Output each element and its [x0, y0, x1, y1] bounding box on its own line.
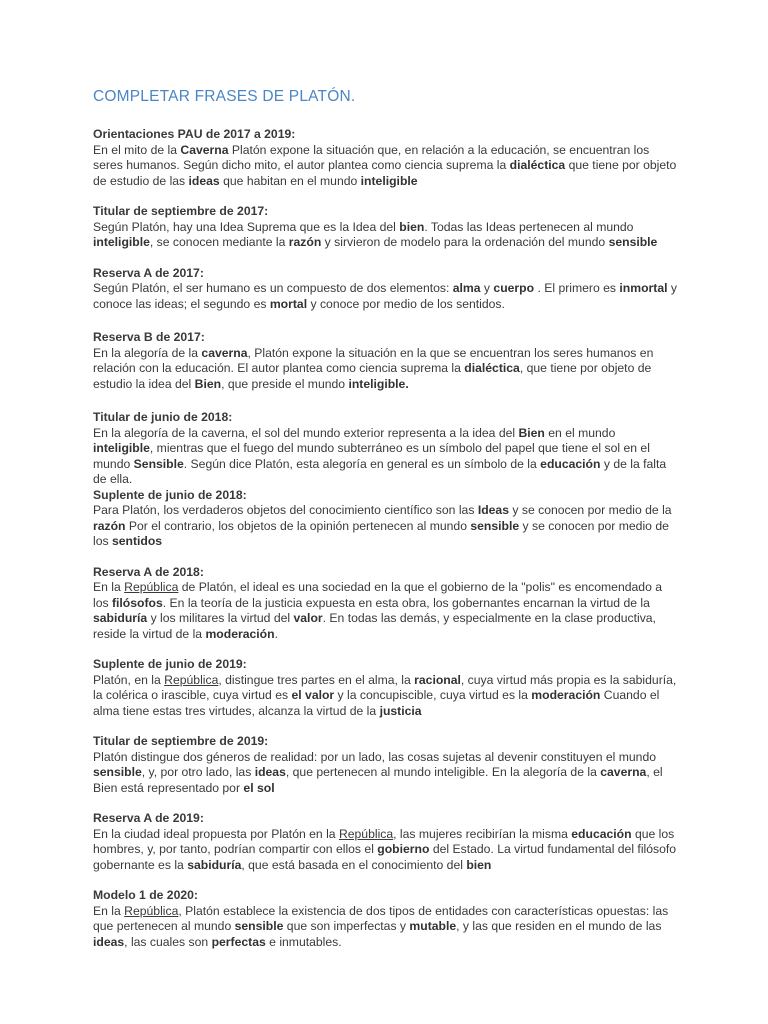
- section-heading: Suplente de junio de 2019:: [93, 657, 247, 671]
- answer-term: Caverna: [180, 142, 229, 157]
- body-text: y la concupiscible, cuya virtud es la: [334, 688, 532, 702]
- section-heading: Reserva A de 2018:: [93, 564, 204, 579]
- body-text: Por el contrario, los objetos de la opinión pertenecen al mundo: [125, 518, 471, 533]
- section-heading: Reserva A de 2017:: [93, 265, 204, 280]
- answer-term: caverna: [201, 345, 248, 360]
- body-text: . En la teoría de la justicia expuesta en esta obra, los gobernantes encarnan la virtud de la: [162, 595, 650, 610]
- section-body: [93, 904, 678, 951]
- section-body: [93, 673, 678, 720]
- body-text: que son imperfectas y: [283, 919, 410, 933]
- answer-term: filósofos: [111, 595, 163, 610]
- answer-term: moderación: [531, 688, 601, 702]
- book-title: República: [124, 580, 179, 594]
- body-text: que habitan en el mundo: [219, 173, 361, 188]
- body-text: , las cuales son: [124, 934, 212, 949]
- section-body: [93, 143, 678, 190]
- section-heading: Modelo 1 de 2020:: [93, 888, 198, 902]
- body-text: En el mito de la: [93, 142, 181, 157]
- answer-term: justicia: [379, 703, 422, 718]
- answer-term: gobierno: [377, 842, 430, 856]
- body-text: , mientras que el fuego del mundo subterráneo es un símbolo del papel que tiene el sol en el mundo: [93, 441, 650, 471]
- exam-section: [93, 330, 678, 392]
- body-text: y sirvieron de modelo para la ordenación del mundo: [321, 235, 609, 249]
- body-text: . El primero es: [534, 281, 620, 295]
- body-text: de Platón, el ideal es una sociedad en la que el gobierno de la "polis" es encomendado a los: [93, 580, 663, 610]
- exam-section: [93, 888, 678, 950]
- body-text: , distingue tres partes en el alma, la: [218, 672, 415, 687]
- section-body: [93, 346, 678, 393]
- answer-term: mutable: [409, 919, 457, 933]
- body-text: , que está basada en el conocimiento del: [241, 857, 467, 872]
- exam-section: [93, 127, 678, 189]
- answer-term: moderación: [205, 626, 275, 641]
- section-body: [93, 827, 678, 874]
- answer-term: el sol: [243, 780, 275, 795]
- body-text: , Platón expone la situación en la que se encuentran los seres humanos en relación con la educación. El autor plantea como ciencia suprema la: [93, 345, 654, 375]
- book-title: República: [338, 826, 394, 841]
- answer-term: cuerpo: [493, 281, 535, 295]
- answer-term: inteligible.: [348, 376, 409, 391]
- answer-term: sensible: [93, 765, 142, 779]
- body-text: Platón distingue dos géneros de realidad: por un lado, las cosas sujetas al devenir constituyen el mundo: [93, 749, 657, 764]
- answer-term: sabiduría: [93, 611, 148, 625]
- answer-term: sensible: [608, 235, 658, 249]
- body-text: y los militares la virtud del: [147, 611, 294, 625]
- answer-term: inteligible: [93, 235, 150, 249]
- section-body: [93, 503, 678, 550]
- answer-term: razón: [288, 235, 322, 249]
- section-heading: Reserva B de 2017:: [93, 330, 205, 344]
- body-text: , las mujeres recibirían la misma: [393, 826, 572, 841]
- body-text: y: [480, 281, 494, 295]
- body-text: Para Platón, los verdaderos objetos del conocimiento científico son las: [93, 503, 478, 517]
- answer-term: racional: [414, 672, 461, 687]
- book-title: República: [164, 672, 219, 687]
- section-heading: Reserva A de 2019:: [93, 811, 204, 825]
- body-text: , Platón establece la existencia de dos tipos de entidades con características opuestas: las que pertenecen al mundo: [93, 903, 669, 933]
- body-text: que los hombres, y, por tanto, podrían compartir con ellos el: [93, 826, 675, 856]
- answer-term: sabiduría: [187, 857, 242, 872]
- body-text: y se conocen por medio de la: [508, 503, 672, 517]
- exam-section: [93, 811, 678, 873]
- body-text: Platón, en la: [93, 672, 165, 687]
- answer-term: ideas: [188, 173, 220, 188]
- section-body: [93, 220, 678, 251]
- section-body: [93, 580, 678, 642]
- section-heading: Suplente de junio de 2018:: [93, 487, 247, 502]
- sections-container: [93, 127, 678, 950]
- body-text: Cuando el alma tiene estas tres virtudes, alcanza la virtud de la: [93, 688, 660, 718]
- body-text: Según Platón, hay una Idea Suprema que es la Idea del: [93, 219, 400, 234]
- body-text: , cuya virtud más propia es la sabiduría, la colérica o irascible, cuya virtud es: [93, 672, 677, 702]
- body-text: y de la falta de ella.: [93, 456, 667, 486]
- body-text: , se conocen mediante la: [149, 235, 289, 249]
- answer-term: Bien: [518, 425, 545, 440]
- answer-term: ideas: [254, 765, 286, 779]
- answer-term: dialéctica: [464, 361, 520, 375]
- body-text: . Todas las Ideas pertenecen al mundo: [424, 219, 634, 234]
- body-text: y se conocen por medio de los: [93, 518, 669, 548]
- body-text: , y, por otro lado, las: [141, 765, 255, 779]
- answer-term: alma: [452, 281, 481, 295]
- book-title: República: [124, 903, 179, 918]
- answer-term: Bien: [194, 376, 222, 391]
- body-text: Platón expone la situación que, en relación a la educación, se encuentran los seres humanos. Según dicho mito, el autor plantea como ciencia suprema la: [93, 142, 650, 172]
- body-text: e inmutables.: [265, 934, 342, 949]
- document-page: [93, 88, 678, 965]
- body-text: , que pertenecen al mundo inteligible. En la alegoría de la: [285, 765, 601, 779]
- section-body: [93, 750, 678, 797]
- section-body: [93, 426, 678, 488]
- answer-term: bien: [466, 857, 492, 872]
- page-title: COMPLETAR FRASES DE PLATÓN.: [93, 88, 356, 105]
- exam-section: [93, 565, 678, 643]
- body-text: del Estado. La virtud fundamental del filósofo gobernante es la: [93, 842, 677, 872]
- exam-section: [93, 734, 678, 796]
- exam-section: [93, 657, 678, 719]
- body-text: En la alegoría de la caverna, el sol del mundo exterior representa a la idea del: [93, 425, 519, 440]
- body-text: Según Platón, el ser humano es un compuesto de dos elementos:: [93, 281, 453, 295]
- answer-term: ideas: [93, 934, 125, 949]
- body-text: y conoce las ideas; el segundo es: [93, 281, 677, 311]
- body-text: . Según dice Platón, esta alegoría en general es un símbolo de la: [183, 456, 541, 471]
- body-text: , y las que residen en el mundo de las: [456, 919, 662, 933]
- answer-term: dialéctica: [509, 158, 566, 172]
- answer-term: Sensible: [133, 456, 184, 471]
- answer-term: el valor: [291, 688, 335, 702]
- body-text: .: [274, 626, 278, 641]
- body-text: , el Bien está representado por: [93, 765, 663, 795]
- answer-term: sensible: [470, 518, 520, 533]
- body-text: que tiene por objeto de estudio de las: [93, 158, 677, 188]
- body-text: . En todas las demás, y especialmente en la clase productiva, reside la virtud de la: [93, 611, 656, 641]
- body-text: y conoce por medio de los sentidos.: [307, 296, 505, 311]
- section-body: [93, 281, 678, 312]
- exam-section: [93, 204, 678, 251]
- body-text: En la: [93, 903, 125, 918]
- body-text: En la ciudad ideal propuesta por Platón en la: [93, 826, 339, 841]
- body-text: En la alegoría de la: [93, 345, 202, 360]
- answer-term: sentidos: [111, 534, 163, 548]
- answer-term: razón: [93, 518, 126, 533]
- exam-section: [93, 410, 678, 488]
- answer-term: inteligible: [360, 173, 418, 188]
- exam-section: [93, 488, 678, 550]
- answer-term: inmortal: [619, 281, 668, 295]
- answer-term: educación: [540, 456, 601, 471]
- answer-term: Ideas: [477, 503, 509, 517]
- answer-term: educación: [571, 826, 632, 841]
- section-heading: Titular de septiembre de 2019:: [93, 734, 269, 748]
- section-heading: Orientaciones PAU de 2017 a 2019:: [93, 127, 296, 141]
- body-text: , que preside el mundo: [221, 376, 349, 391]
- body-text: , que tiene por objeto de estudio la idea del: [93, 361, 652, 391]
- answer-term: inteligible: [93, 441, 150, 455]
- answer-term: sensible: [234, 919, 284, 933]
- answer-term: caverna: [600, 765, 647, 779]
- answer-term: bien: [399, 219, 425, 234]
- answer-term: perfectas: [211, 934, 266, 949]
- body-text: en el mundo: [544, 425, 616, 440]
- body-text: En la: [93, 580, 125, 594]
- section-heading: Titular de septiembre de 2017:: [93, 204, 269, 218]
- exam-section: [93, 266, 678, 313]
- answer-term: valor: [293, 611, 323, 625]
- section-heading: Titular de junio de 2018:: [93, 410, 233, 424]
- answer-term: mortal: [269, 296, 308, 311]
